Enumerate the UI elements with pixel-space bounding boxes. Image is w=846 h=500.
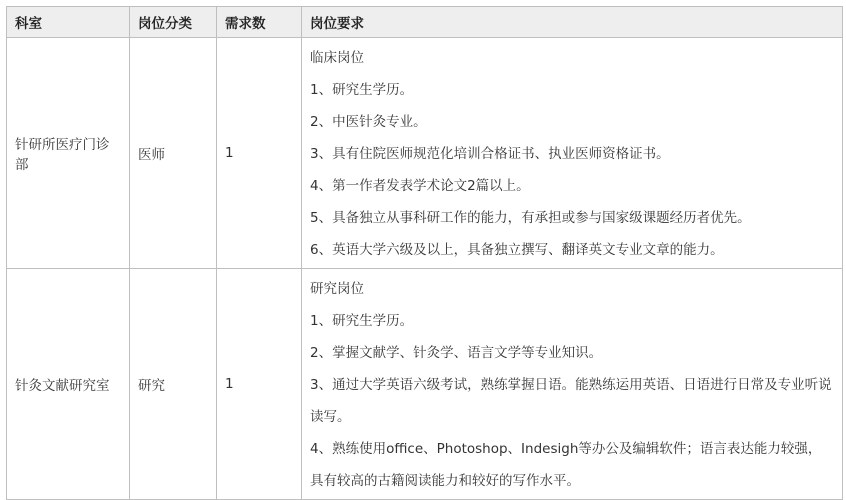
category-cell: 研究 (130, 269, 217, 500)
requirement-line: 6、英语大学六级及以上，具备独立撰写、翻译英文专业文章的能力。 (310, 242, 724, 258)
quantity-cell: 1 (217, 38, 302, 269)
requirement-line: 研究岗位 (310, 281, 364, 297)
requirement-line: 2、掌握文献学、针灸学、语言文学等专业知识。 (310, 345, 603, 361)
header-department: 科室 (7, 7, 130, 38)
job-requirements-table (6, 6, 843, 500)
requirement-line: 4、第一作者发表学术论文2篇以上。 (310, 178, 530, 194)
header-requirements: 岗位要求 (302, 7, 843, 38)
requirement-line: 1、研究生学历。 (310, 313, 414, 329)
requirement-line: 3、通过大学英语六级考试，熟练掌握日语。能熟练运用英语、日语进行日常及专业听说读写。 (310, 377, 832, 425)
category-cell: 医师 (130, 38, 217, 269)
header-category: 岗位分类 (130, 7, 217, 38)
header-quantity: 需求数 (217, 7, 302, 38)
department-cell: 针研所医疗门诊部 (7, 38, 130, 269)
quantity-cell: 1 (217, 269, 302, 500)
requirement-line: 4、熟练使用office、Photoshop、Indesigh等办公及编辑软件；语言表达能力较强，具有较高的古籍阅读能力和较好的写作水平。 (310, 441, 822, 489)
table-header-row (7, 7, 843, 38)
requirement-line: 临床岗位 (310, 50, 364, 66)
department-cell: 针灸文献研究室 (7, 269, 130, 500)
requirements-cell (302, 269, 843, 500)
table-row (7, 269, 843, 500)
requirement-line: 2、中医针灸专业。 (310, 114, 427, 130)
table-row (7, 38, 843, 269)
requirement-line: 3、具有住院医师规范化培训合格证书、执业医师资格证书。 (310, 146, 670, 162)
requirement-line: 5、具备独立从事科研工作的能力，有承担或参与国家级课题经历者优先。 (310, 210, 751, 226)
requirements-cell (302, 38, 843, 269)
requirement-line: 1、研究生学历。 (310, 82, 414, 98)
